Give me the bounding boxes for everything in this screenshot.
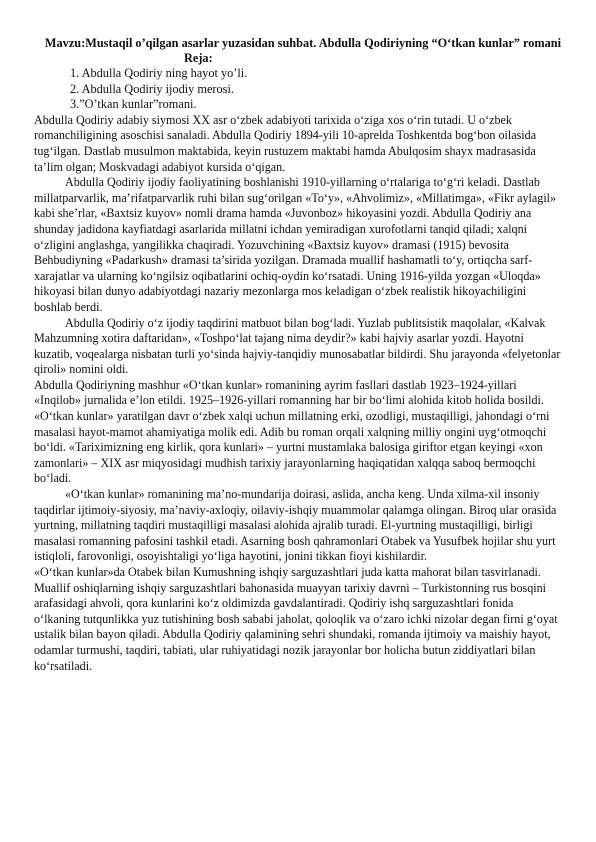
document-title: Mavzu:Mustaqil o’qilgan asarlar yuzasidan suhbat. Abdulla Qodiriyning “O‘tkan kunlar” romani: [44, 36, 562, 50]
paragraph-biography: Abdulla Qodiriy adabiy siymosi XX asr o‘zbek adabiyoti tarixida o‘ziga xos o‘rin tutadi. U o‘zbek romanchiligining asoschisi sanaladi. Abdulla Qodiriy 1894-yili 10-aprelda Toshkentda bog‘bon oilasida tug‘ilgan. Dastlab musulmon maktabida, keyin rustuzem maktabi hamda Abulqosim shayx madrasasida ta’lim olgan; Moskvadagi adabiyot kursida o‘qigan.: [34, 112, 537, 174]
plan-item: 2. Abdulla Qodiriy ijodiy merosi.: [70, 81, 234, 96]
plan-item: 1. Abdulla Qodiriy ning hayot yo’li.: [70, 66, 248, 80]
plan-list: [34, 66, 562, 113]
paragraph-publicism: Abdulla Qodiriy o‘z ijodiy taqdirini matbuot bilan bog‘ladi. Yuzlab publitsistik maqolalar, «Kalvak Mahzumning xotira daftaridan», «Toshpo‘lat tajang nima deydir?» kabi hajviy asarlar yozdi. Hayotni kuzatib, voqealarga nisbatan turli yo‘sinda hajviy-tanqidiy munosabatlar bildirdi. Shu jarayonda «felyetonlar qiroli» nomini oldi.: [34, 315, 561, 377]
paragraph-novel-content: «O‘tkan kunlar» romanining ma’no-mundarija doirasi, aslida, ancha keng. Unda xilma-xil insoniy taqdirlar ijtimoiy-siyosiy, ma’naviy-axloqiy, oilaviy-ishqiy muammolar qalamga olingan. Biroq ular orasida yurtning, millatning taqdiri mustaqilligi masalasi alohida ajralib turadi. El-yurtning mustaqilligi, birligi masalasi romanning pafosini tashkil etadi. Asarning bosh qahramonlari Otabek va Yusufbek hojilar shu yurt istiqloli, farovonligi, osoyishtaligi yo‘liga hayotini, jonini tikkan fioyi kishilardir.: [34, 487, 557, 564]
paragraph-love-story: «O‘tkan kunlar»da Otabek bilan Kumushning ishqiy sarguzashtlari juda katta mahorat bilan tasvirlanadi. Muallif oshiqlarning ishqiy sarguzashtlari bahonasida muayyan tarixiy davrni – Turkistonning rus bosqini arafasidagi ahvoli, qora kunlarini ko‘z oldimizda gavdalantiradi. Qodiriy ishq sarguzashtlari fonida o‘lkaning tutqunlikka yuz tutishining bosh sababi jaholat, qoloqlik va o‘zaro ichki nizolar degan firni g‘oyat ustalik bilan bayon qiladi. Abdulla Qodiriy qalamining sehri shundaki, romanda ijtimoiy va maishiy hayot, odamlar turmushi, taqdiri, tabiati, ular ruhiyatidagi nozik jarayonlar bor holicha butun ziddiyatlari bilan ko‘rsatiladi.: [34, 565, 558, 673]
paragraph-novel-history: Abdulla Qodiriyning mashhur «O‘tkan kunlar» romanining ayrim fasllari dastlab 1923–1924-yillari «Inqilob» jurnalida e’lon etildi. 1925–1926-yillari romanning har bir bo‘limi alohida kitob holida bosildi. «O‘tkan kunlar» yaratilgan davr o‘zbek xalqi uchun millatning erki, ozodligi, mustaqilligi, jahondagi o‘rni masalasi hayot-mamot ahamiyatiga molik edi. Adib bu roman orqali xalqning milliy ongini uyg‘otmoqchi bo‘ldi. «Tariximizning eng kirlik, qora kunlari» – yurtni mustamlaka balosiga giriftor etgan keyingi «xon zamonlari» – XIX asr miqyosidagi mudhish tarixiy jarayonlarning haqiqatidan xalqqa saboq bermoqchi bo‘ladi.: [34, 377, 550, 486]
plan-heading: Reja:: [184, 51, 213, 65]
plan-item: 3.”O’tkan kunlar”romani.: [70, 97, 197, 112]
paragraph-early-works: Abdulla Qodiriy ijodiy faoliyatining boshlanishi 1910-yillarning o‘rtalariga to‘g‘ri keladi. Dastlab millatparvarlik, ma’rifatparvarlik ruhi bilan sug‘orilgan «To‘y», «Ahvolimiz», «Millatimga», «Fikr aylagil» kabi she’rlar, «Baxtsiz kuyov» nomli drama hamda «Juvonboz» hikoyasini yozdi. Abdulla Qodiriy ana shunday jadidona kayfiatdagi asarlarida millatni ichdan yemiradigan xurofotlarni tanqid qiladi; xalqni o‘zligini anglashga, yangilikka chaqiradi. Yozuvchining «Baxtsiz kuyov» dramasi (1915) bevosita Behbudiyning «Padarkush» dramasi ta’sirida yozilgan. Dramada muallif hashamatli to‘y, ortiqcha sarf-xarajatlar va ularning ko‘ngilsiz oqibatlarini ochiq-oydin ko‘rsatadi. Uning 1916-yilda yozgan «Uloqda» hikoyasi bilan dunyo adabiyotdagi nazariy mezonlarga mos keladigan o‘zbek realistik hikoyachiligini boshlab berdi.: [34, 175, 557, 314]
